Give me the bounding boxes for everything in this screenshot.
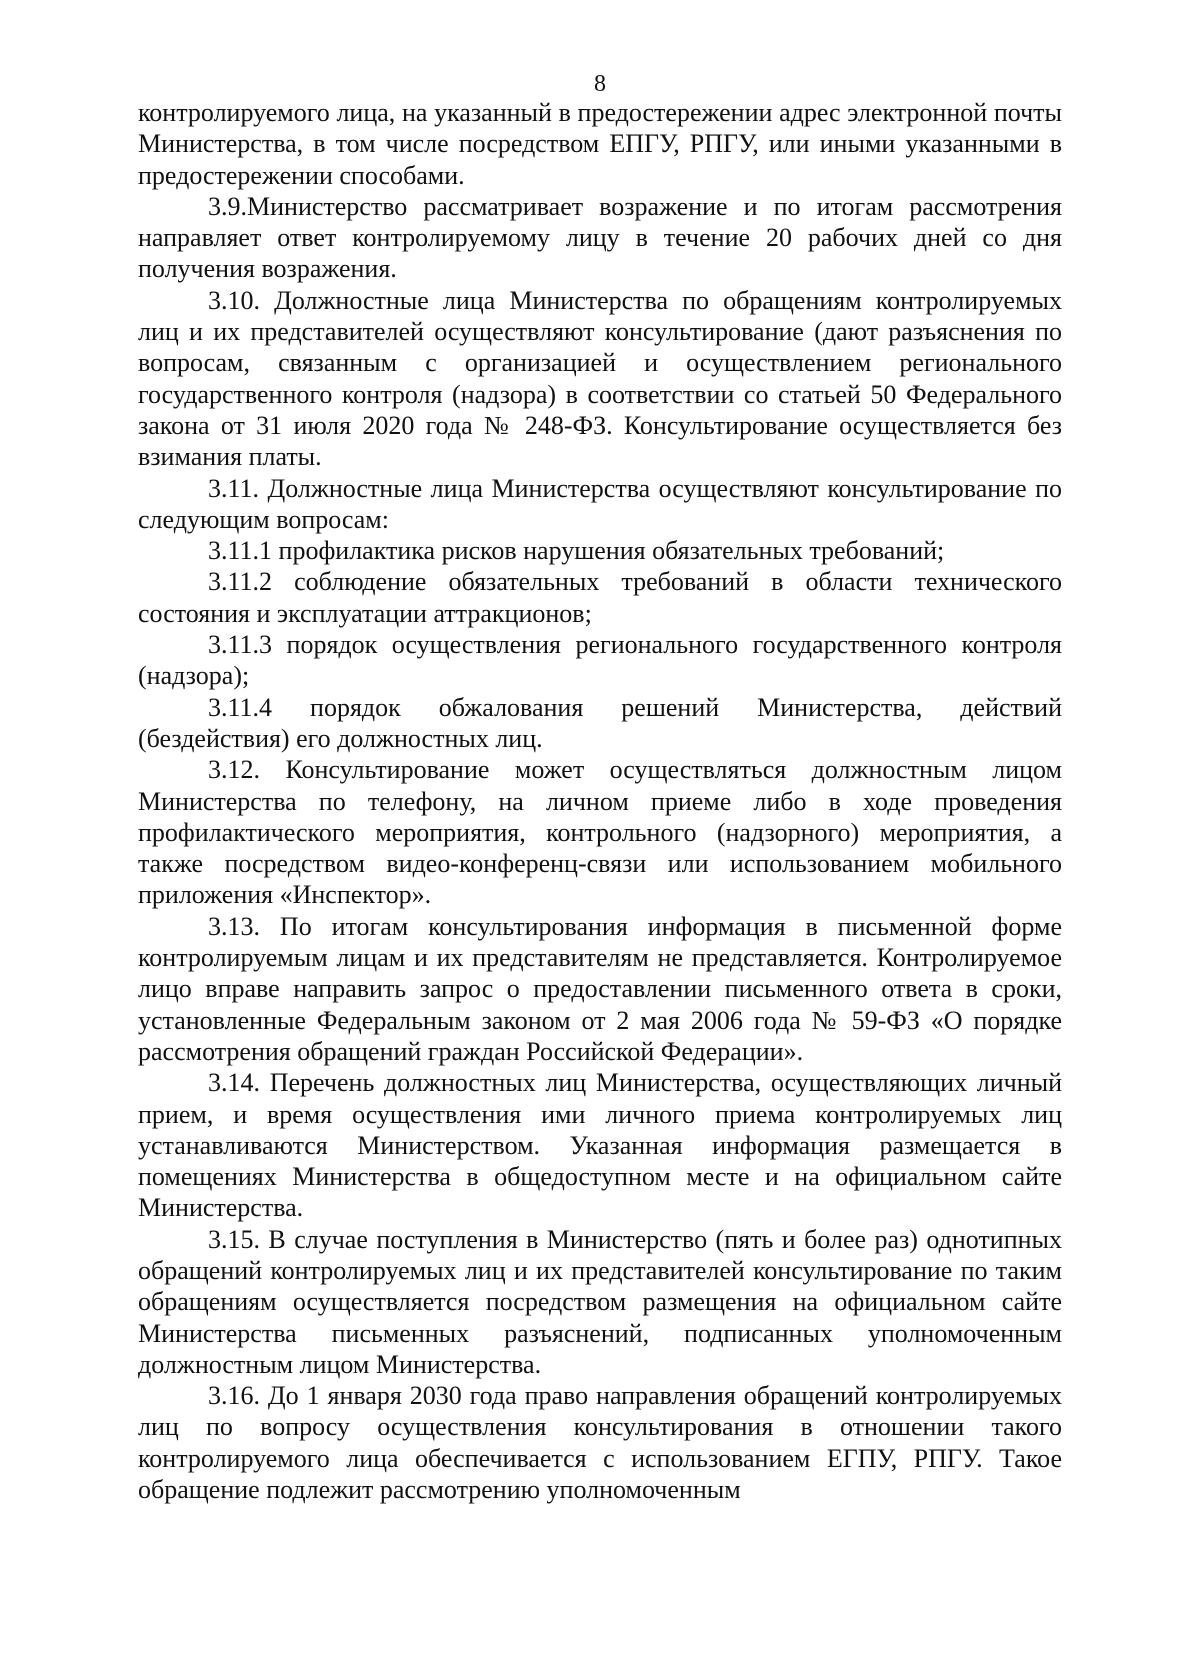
paragraph-3-15: 3.15. В случае поступления в Министерство (пять и более раз) однотипных обращений контролируемых лиц и их представителей консультирование по таким обращениям осуществляется посредством размещения на официальном сайте Министерства письменных разъяснений, подписанных уполномоченным должностным лицом Министерства.	[138, 1224, 1062, 1379]
document-body	[138, 97, 1062, 1505]
paragraph-3-11-3: 3.11.3 порядок осуществления регионального государственного контроля (надзора);	[138, 630, 1062, 691]
paragraph-3-10: 3.10. Должностные лица Министерства по обращениям контролируемых лиц и их представителей осуществляют консультирование (дают разъяснения по вопросам, связанным с организацией и осуществлением регионального государственного контроля (надзора) в соответствии со статьей 50 Федерального закона от 31 июля 2020 года № 248-ФЗ. Консультирование осуществляется без взимания платы.	[138, 285, 1062, 472]
paragraph-continuation: контролируемого лица, на указанный в предостережении адрес электронной почты Министерства, в том числе посредством ЕПГУ, РПГУ, или иными указанными в предостережении способами.	[138, 98, 1062, 190]
page-number: 8	[594, 71, 606, 97]
paragraph-3-11-2: 3.11.2 соблюдение обязательных требований в области технического состояния и эксплуатации аттракционов;	[138, 567, 1062, 628]
paragraph-3-9: 3.9.Министерство рассматривает возражение и по итогам рассмотрения направляет ответ контролируемому лицу в течение 20 рабочих дней со дня получения возражения.	[138, 191, 1062, 284]
paragraph-3-11-1: 3.11.1 профилактика рисков нарушения обязательных требований;	[208, 536, 945, 566]
paragraph-3-16: 3.16. До 1 января 2030 года право направления обращений контролируемых лиц по вопросу осуществления консультирования в отношении такого контролируемого лица обеспечивается с использованием ЕГПУ, РПГУ. Такое обращение подлежит рассмотрению уполномоченным	[138, 1381, 1062, 1505]
paragraph-3-11: 3.11. Должностные лица Министерства осуществляют консультирование по следующим вопросам:	[138, 473, 1062, 534]
paragraph-3-13: 3.13. По итогам консультирования информация в письменной форме контролируемым лицам и их представителям не представляется. Контролируемое лицо вправе направить запрос о предоставлении письменного ответа в сроки, установленные Федеральным законом от 2 мая 2006 года № 59-ФЗ «О порядке рассмотрения обращений граждан Российской Федерации».	[138, 911, 1062, 1066]
paragraph-3-12: 3.12. Консультирование может осуществляться должностным лицом Министерства по телефону, на личном приеме либо в ходе проведения профилактического мероприятия, контрольного (надзорного) мероприятия, а также посредством видео-конференц-связи или использованием мобильного приложения «Инспектор».	[138, 755, 1062, 910]
paragraph-3-11-4: 3.11.4 порядок обжалования решений Министерства, действий (бездействия) его должностных лиц.	[138, 692, 1062, 753]
paragraph-3-14: 3.14. Перечень должностных лиц Министерства, осуществляющих личный прием, и время осуществления ими личного приема контролируемых лиц устанавливаются Министерством. Указанная информация размещается в помещениях Министерства в общедоступном месте и на официальном сайте Министерства.	[138, 1068, 1062, 1223]
